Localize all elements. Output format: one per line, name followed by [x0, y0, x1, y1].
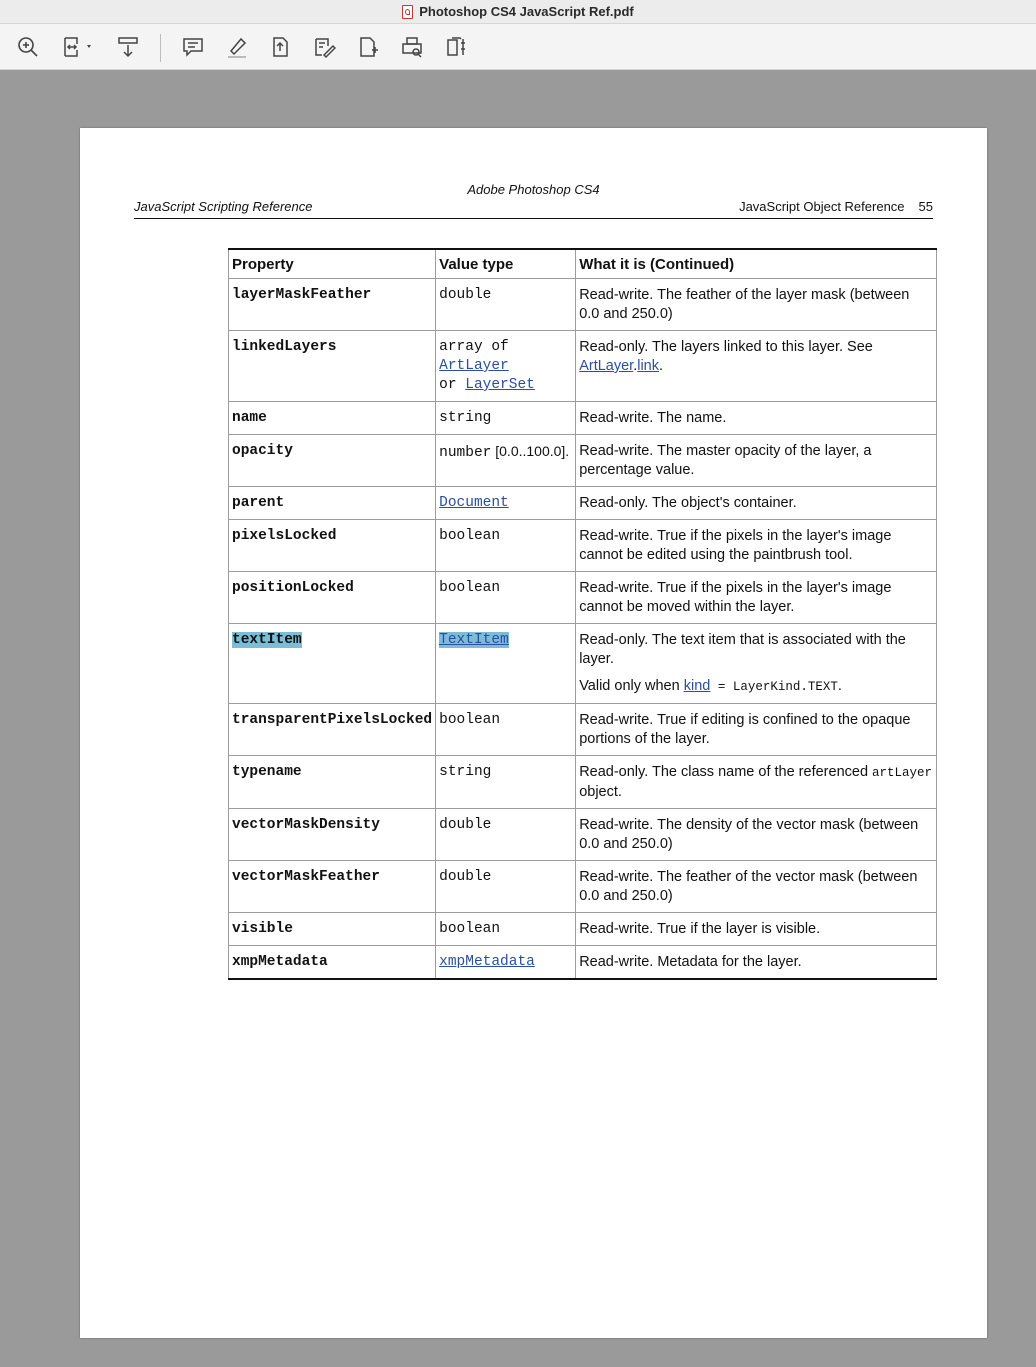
property-description: Read-write. The master opacity of the layer, a percentage value. [576, 435, 937, 487]
description-text: . [837, 678, 842, 694]
value-type: boolean [436, 572, 576, 624]
property-name: typename [229, 756, 436, 809]
table-row [229, 704, 937, 756]
value-type: boolean [436, 704, 576, 756]
value-type [436, 946, 576, 980]
page-number: 55 [918, 199, 933, 214]
property-description: Read-write. The density of the vector mask (between 0.0 and 250.0) [576, 809, 937, 861]
description-text: Read-only. The text item that is associated with the layer. [579, 632, 906, 667]
table-header-row [229, 249, 937, 279]
property-name: vectorMaskDensity [229, 809, 436, 861]
property-name: positionLocked [229, 572, 436, 624]
property-description: Read-write. True if the pixels in the layer's image cannot be edited using the paintbrush tool. [576, 520, 937, 572]
add-page-icon[interactable] [354, 34, 382, 60]
value-range: [0.0..100.0]. [491, 443, 570, 459]
property-description: Read-write. True if editing is confined to the opaque portions of the layer. [576, 704, 937, 756]
description-text: Read-only. The layers linked to this layer. See [579, 339, 873, 355]
window-titlebar [0, 0, 1036, 24]
table-row [229, 402, 937, 435]
header-rule [134, 218, 933, 219]
value-type-text: number [439, 445, 492, 461]
property-description: Read-write. True if the layer is visible. [576, 913, 937, 946]
table-row [229, 572, 937, 624]
property-description: Read-write. True if the pixels in the layer's image cannot be moved within the layer. [576, 572, 937, 624]
column-header-property: Property [229, 249, 436, 279]
highlight-icon[interactable] [223, 34, 251, 60]
property-name: linkedLayers [229, 331, 436, 402]
toolbar-separator [160, 34, 161, 62]
value-type: double [436, 279, 576, 331]
window-title: Photoshop CS4 JavaScript Ref.pdf [419, 4, 634, 19]
value-type: double [436, 809, 576, 861]
table-row [229, 946, 937, 980]
textitem-link[interactable]: TextItem [439, 632, 509, 648]
highlighted-property-name: textItem [232, 632, 302, 648]
value-type: string [436, 756, 576, 809]
section-title: JavaScript Object Reference [739, 199, 905, 214]
value-type [436, 487, 576, 520]
table-row [229, 624, 937, 704]
print-search-icon[interactable] [398, 34, 426, 60]
pdf-page [80, 128, 987, 1338]
property-name [229, 624, 436, 704]
table-row [229, 809, 937, 861]
description-note [579, 677, 933, 697]
value-type [436, 435, 576, 487]
property-description [576, 624, 937, 704]
property-description: Read-write. Metadata for the layer. [576, 946, 937, 980]
properties-table [228, 248, 937, 980]
table-row [229, 279, 937, 331]
property-name: parent [229, 487, 436, 520]
value-type [436, 624, 576, 704]
table-row [229, 520, 937, 572]
property-description: Read-write. The name. [576, 402, 937, 435]
property-description [576, 331, 937, 402]
code-text: artLayer [872, 766, 933, 780]
table-row [229, 913, 937, 946]
value-type: boolean [436, 913, 576, 946]
value-type [436, 331, 576, 402]
table-row [229, 861, 937, 913]
value-type-text: or [439, 377, 466, 393]
code-text: = LayerKind.TEXT [710, 680, 838, 694]
description-text: . [658, 358, 664, 374]
column-header-description: What it is (Continued) [576, 249, 937, 279]
link-method-link[interactable]: link [637, 358, 659, 374]
page-header-left: JavaScript Scripting Reference [134, 199, 313, 214]
download-icon[interactable] [114, 34, 142, 60]
property-name: vectorMaskFeather [229, 861, 436, 913]
pdf-file-icon [402, 5, 413, 19]
document-link[interactable]: Document [439, 495, 509, 511]
value-type: boolean [436, 520, 576, 572]
tools-icon[interactable] [442, 34, 470, 60]
kind-link[interactable]: kind [683, 678, 711, 694]
xmpmetadata-link[interactable]: xmpMetadata [439, 954, 535, 970]
fill-sign-icon[interactable] [310, 34, 338, 60]
value-type-text: array of [439, 339, 509, 355]
zoom-in-icon[interactable] [14, 34, 42, 60]
table-row [229, 331, 937, 402]
description-text: . [633, 358, 638, 374]
value-type: string [436, 402, 576, 435]
description-text: object. [579, 784, 622, 800]
artlayer-link[interactable]: ArtLayer [439, 358, 509, 374]
description-text: Valid only when [579, 678, 684, 694]
value-type: double [436, 861, 576, 913]
column-header-value-type: Value type [436, 249, 576, 279]
property-name: xmpMetadata [229, 946, 436, 980]
property-description: Read-write. The feather of the layer mask (between 0.0 and 250.0) [576, 279, 937, 331]
export-icon[interactable] [266, 34, 294, 60]
comment-icon[interactable] [179, 34, 207, 60]
property-name: opacity [229, 435, 436, 487]
table-row [229, 487, 937, 520]
table-row [229, 435, 937, 487]
property-description: Read-only. The object's container. [576, 487, 937, 520]
property-description: Read-write. The feather of the vector mask (between 0.0 and 250.0) [576, 861, 937, 913]
property-name: transparentPixelsLocked [229, 704, 436, 756]
toolbar [0, 24, 1036, 70]
page-header-right [739, 199, 933, 214]
table-row [229, 756, 937, 809]
property-name: layerMaskFeather [229, 279, 436, 331]
artlayer-desc-link[interactable]: ArtLayer [579, 358, 634, 374]
page-fit-icon[interactable] [58, 34, 96, 60]
description-text: Read-only. The class name of the referenced [579, 764, 873, 780]
layerset-link[interactable]: LayerSet [465, 377, 535, 393]
property-name: pixelsLocked [229, 520, 436, 572]
page-header-title: Adobe Photoshop CS4 [467, 182, 600, 197]
property-name: name [229, 402, 436, 435]
property-name: visible [229, 913, 436, 946]
property-description [576, 756, 937, 809]
